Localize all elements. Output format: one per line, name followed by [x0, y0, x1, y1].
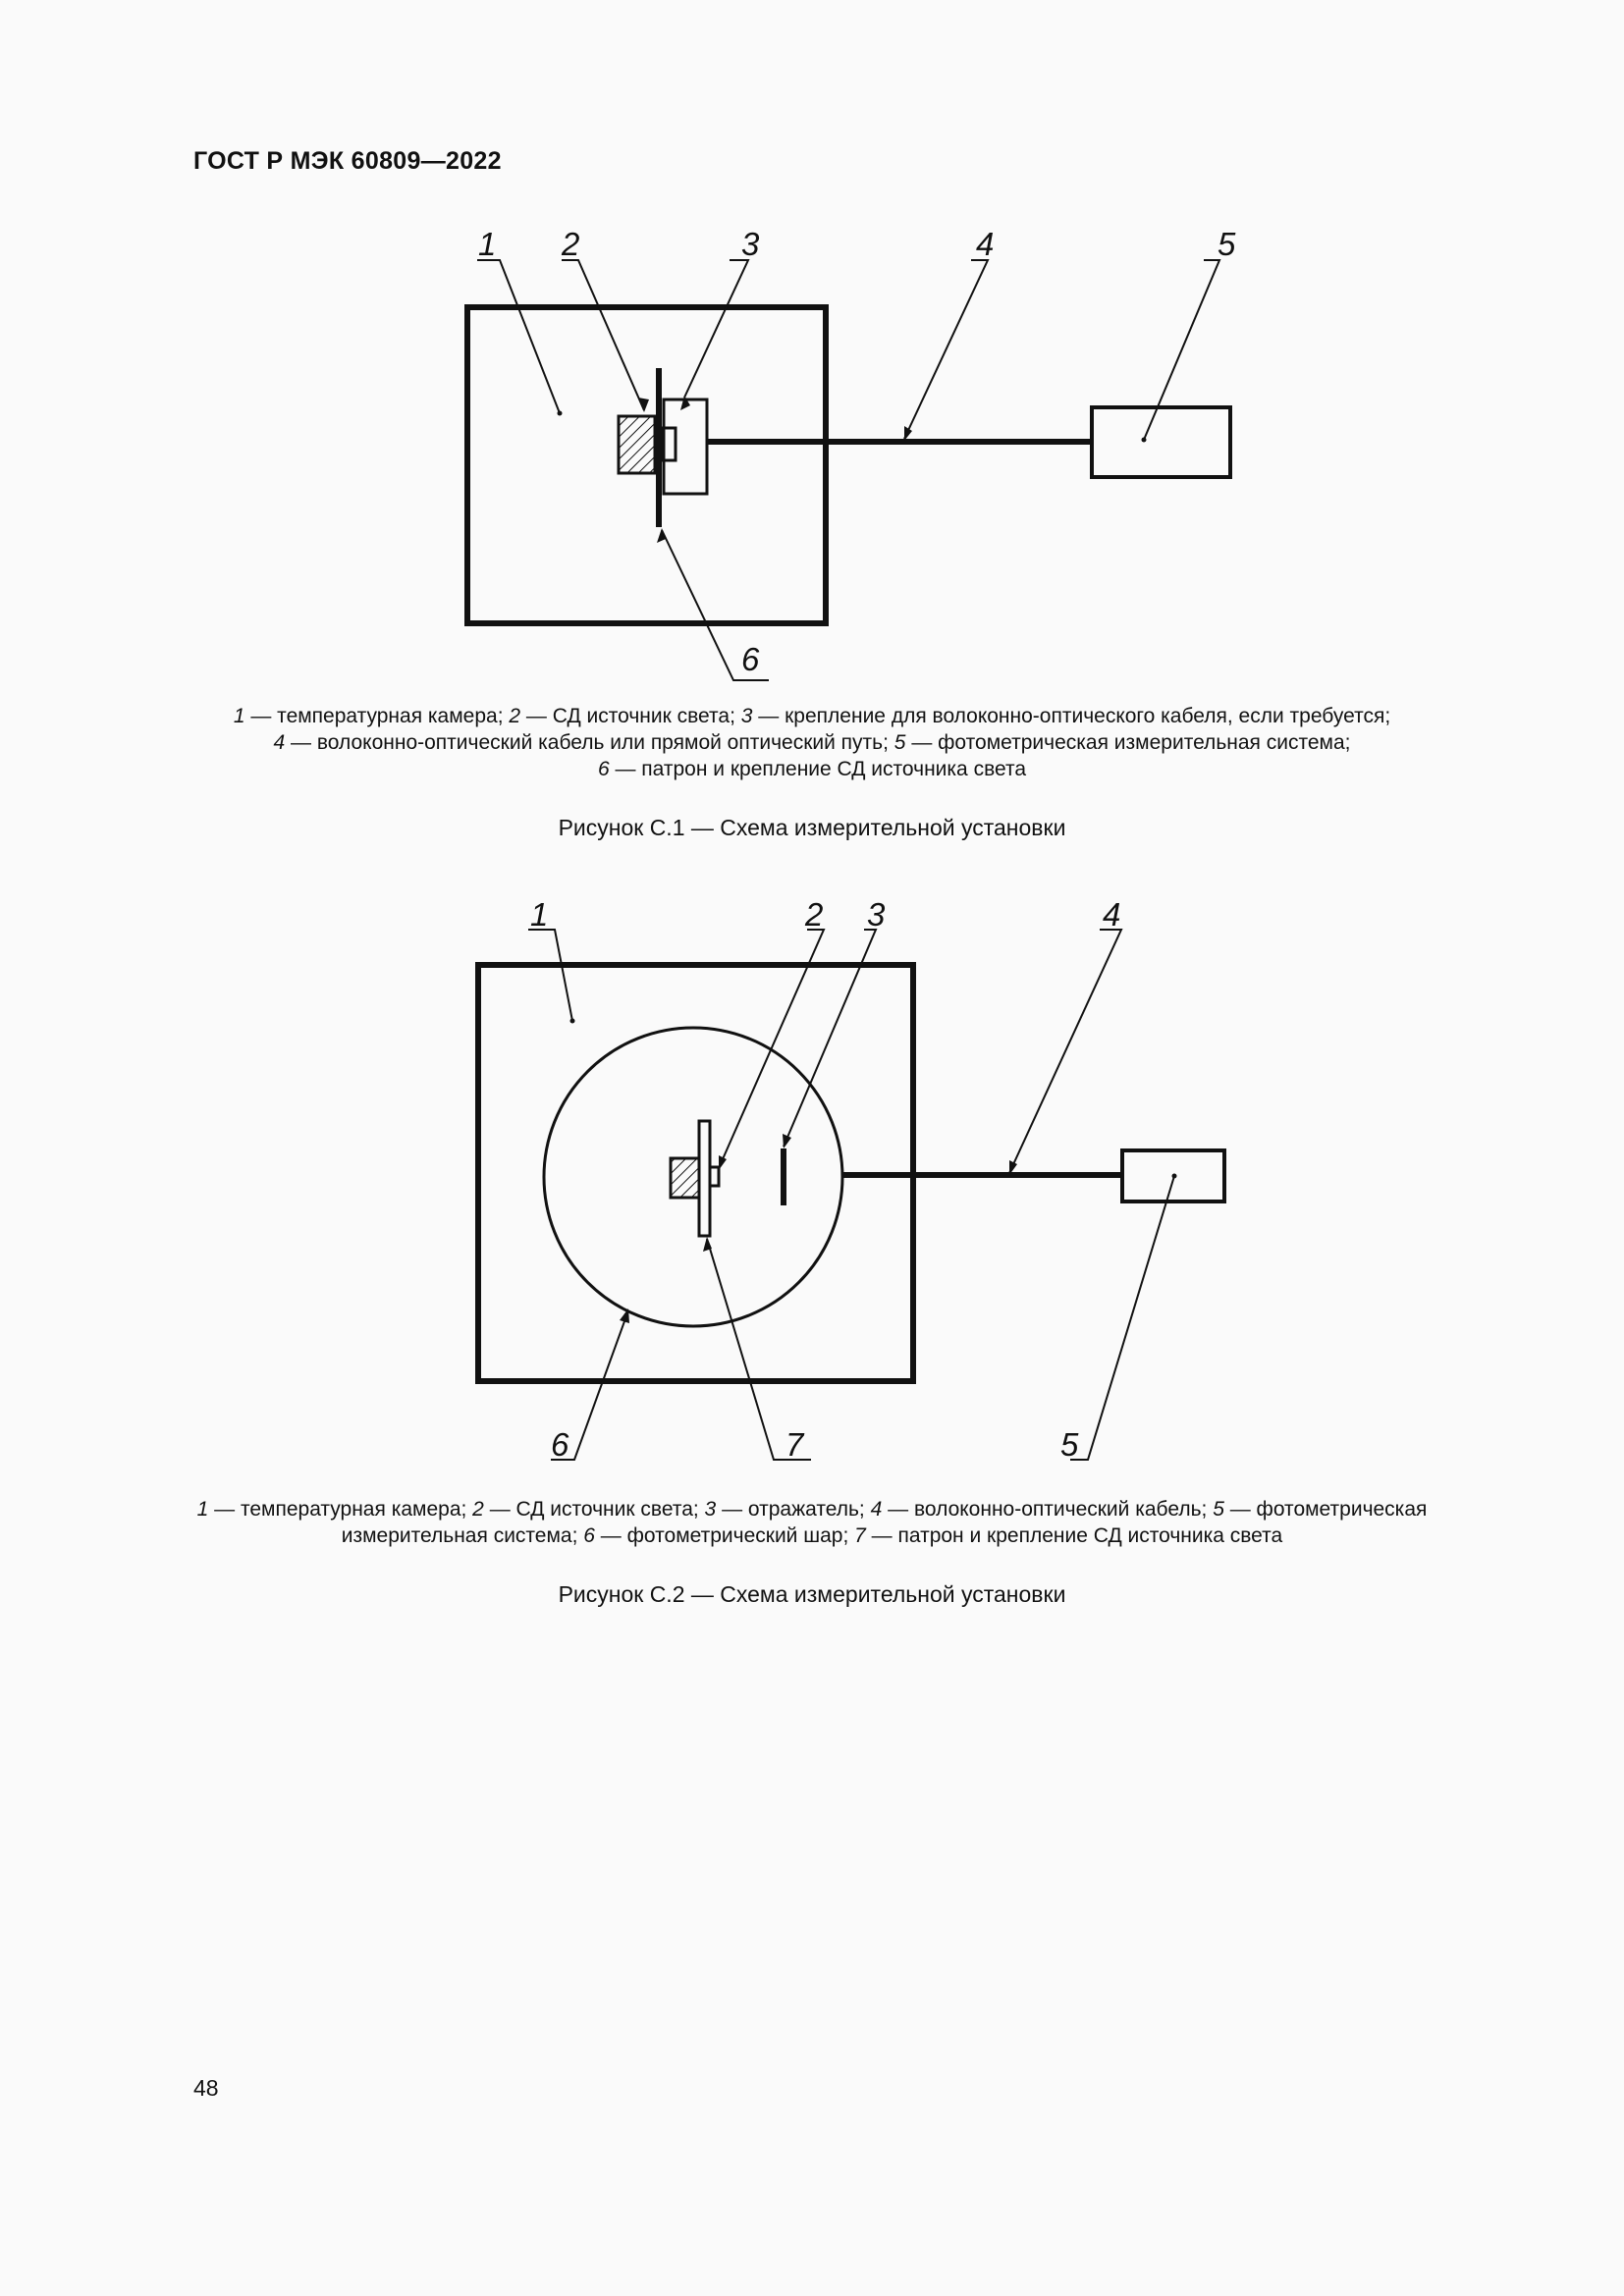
label-6: 6 — [551, 1426, 569, 1463]
fiber-mount — [664, 400, 707, 494]
led-holder-plate — [699, 1121, 710, 1236]
figure-2-legend — [0, 1496, 1624, 1549]
label-7: 7 — [785, 1426, 804, 1463]
figure-1-diagram — [0, 216, 1624, 687]
label-2: 2 — [562, 226, 580, 262]
label-4: 4 — [1103, 896, 1121, 933]
figure-2-diagram — [0, 883, 1624, 1472]
photometric-system — [1092, 407, 1230, 477]
led-source — [671, 1158, 699, 1198]
legend-line: 6 — патрон и крепление СД источника света — [597, 758, 1027, 780]
legend-line: 4 — волоконно-оптический кабель или прямой оптический путь; 5 — фотометрическая измерительная система; — [273, 731, 1351, 754]
legend-line: 1 — температурная камера; 2 — СД источник света; 3 — крепление для волоконно-оптического кабеля, если требуется; — [233, 705, 1391, 727]
label-6: 6 — [741, 641, 760, 677]
led-emitter — [710, 1167, 719, 1186]
page-number: 48 — [193, 2075, 219, 2101]
document-header: ГОСТ Р МЭК 60809—2022 — [193, 147, 502, 175]
figure-1-legend — [0, 703, 1624, 782]
legend-line: 1 — температурная камера; 2 — СД источник света; 3 — отражатель; 4 — волоконно-оптический кабель; 5 — фотометрическая — [196, 1498, 1428, 1521]
label-5: 5 — [1060, 1426, 1079, 1463]
label-2: 2 — [805, 896, 824, 933]
led-source — [619, 416, 655, 473]
label-1: 1 — [478, 226, 497, 262]
label-5: 5 — [1218, 226, 1236, 262]
label-3: 3 — [867, 896, 886, 933]
figure-2-caption: Рисунок С.2 — Схема измерительной установки — [558, 1581, 1066, 1607]
label-3: 3 — [741, 226, 760, 262]
label-4: 4 — [976, 226, 995, 262]
label-1: 1 — [530, 896, 549, 933]
legend-line: измерительная система; 6 — фотометрический шар; 7 — патрон и крепление СД источника света — [341, 1524, 1283, 1547]
figure-1-caption: Рисунок С.1 — Схема измерительной установки — [558, 815, 1066, 840]
